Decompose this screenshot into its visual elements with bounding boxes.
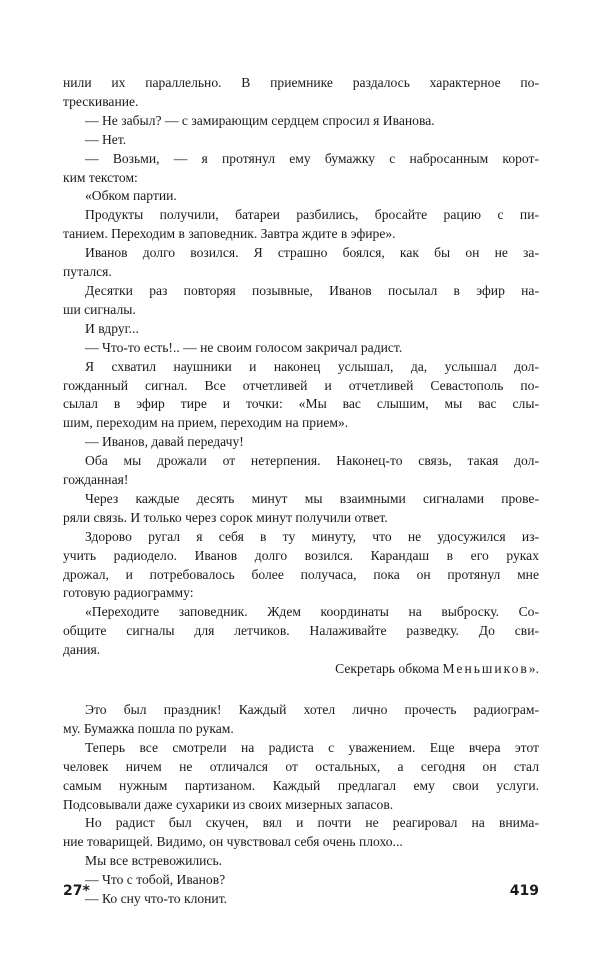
text-line: — Иванов, давай передачу! bbox=[85, 434, 244, 450]
text-line: сылал в эфир тире и точки: «Мы вас слышим, мы вас слы- bbox=[63, 396, 539, 412]
text-line: И вдруг... bbox=[85, 320, 139, 336]
text-line: «Обком партии. bbox=[85, 188, 177, 204]
text-line: Я схватил наушники и наконец услышал, да, услышал дол- bbox=[85, 358, 539, 374]
text-line: — Нет. bbox=[85, 131, 127, 147]
text-line: ши сигналы. bbox=[63, 301, 136, 317]
text-line: Но радист был скучен, вял и почти не реагировал на внима- bbox=[85, 815, 539, 831]
text-block-celebration bbox=[63, 701, 539, 909]
text-line: трескивание. bbox=[63, 93, 139, 109]
text-line: Через каждые десять минут мы взаимными сигналами прове- bbox=[85, 490, 539, 506]
text-line: ние товарищей. Видимо, он чувствовал себя очень плохо... bbox=[63, 834, 403, 850]
text-line: учить радиодело. Иванов долго возился. Карандаш в его руках bbox=[63, 547, 539, 563]
text-line: гожданная! bbox=[63, 472, 129, 488]
text-line: Подсовывали даже сухарики из своих мизерных запасов. bbox=[63, 796, 394, 812]
signature-prefix: Секретарь обкома bbox=[335, 661, 443, 677]
text-line: Иванов долго возился. Я страшно боялся, как бы он не за- bbox=[85, 245, 539, 261]
text-line: ряли связь. И только через сорок минут получили ответ. bbox=[63, 509, 388, 525]
text-line: путался. bbox=[63, 264, 112, 280]
text-line: самым нужным партизаном. Каждый предлагал ему свои услуги. bbox=[63, 777, 539, 793]
signature-mark: 27* bbox=[63, 883, 90, 899]
text-line: — Возьми, — я протянул ему бумажку с набросанным корот- bbox=[85, 150, 539, 166]
page-number: 419 bbox=[509, 883, 539, 899]
text-line: шим, переходим на прием, переходим на прием». bbox=[63, 415, 349, 431]
text-line: дрожал, и потребовалось более получаса, пока он протянул мне bbox=[63, 566, 539, 582]
text-line: ким текстом: bbox=[63, 169, 138, 185]
text-line: Здорово ругал я себя в ту минуту, что не удосужился из- bbox=[85, 528, 539, 544]
text-line: «Переходите заповедник. Ждем координаты на выброску. Со- bbox=[85, 604, 539, 620]
text-line: Оба мы дрожали от нетерпения. Наконец-то связь, такая дол- bbox=[85, 453, 539, 469]
text-line: нили их параллельно. В приемнике раздалось характерное по- bbox=[63, 75, 539, 90]
text-line: готовую радиограмму: bbox=[63, 585, 194, 601]
text-body bbox=[63, 74, 539, 909]
text-line: — Не забыл? — с замирающим сердцем спросил я Иванова. bbox=[85, 112, 435, 128]
text-line: Десятки раз повторяя позывные, Иванов посылал в эфир на- bbox=[85, 282, 539, 298]
text-line: Это был праздник! Каждый хотел лично прочесть радиограм- bbox=[85, 702, 539, 717]
text-line: Теперь все смотрели на радиста с уважением. Еще вчера этот bbox=[85, 739, 539, 755]
text-line: общите сигналы для летчиков. Налаживайте разведку. До сви- bbox=[63, 623, 539, 639]
text-line: танием. Переходим в заповедник. Завтра ждите в эфире». bbox=[63, 226, 396, 242]
signature-suffix: ». bbox=[528, 661, 539, 677]
text-line: — Что с тобой, Иванов? bbox=[85, 872, 226, 888]
text-line: гожданный сигнал. Все отчетливей и отчетливей Севастополь по- bbox=[63, 377, 539, 393]
text-line: дания. bbox=[63, 642, 101, 658]
text-line: Мы все встревожились. bbox=[85, 853, 223, 869]
text-line: — Что-то есть!.. — не своим голосом закричал радист. bbox=[85, 339, 403, 355]
text-line: человек ничем не отличался от остальных, а сегодня он стал bbox=[63, 758, 539, 774]
text-line: Продукты получили, батареи разбились, бросайте рацию с пи- bbox=[85, 207, 539, 223]
signature-line bbox=[63, 660, 539, 679]
text-line: — Ко сну что-то клонит. bbox=[85, 891, 228, 907]
text-line: му. Бумажка пошла по рукам. bbox=[63, 720, 234, 736]
section-gap bbox=[63, 679, 539, 701]
signature-name: Меньшиков bbox=[442, 661, 529, 677]
text-block-radio bbox=[63, 74, 539, 660]
